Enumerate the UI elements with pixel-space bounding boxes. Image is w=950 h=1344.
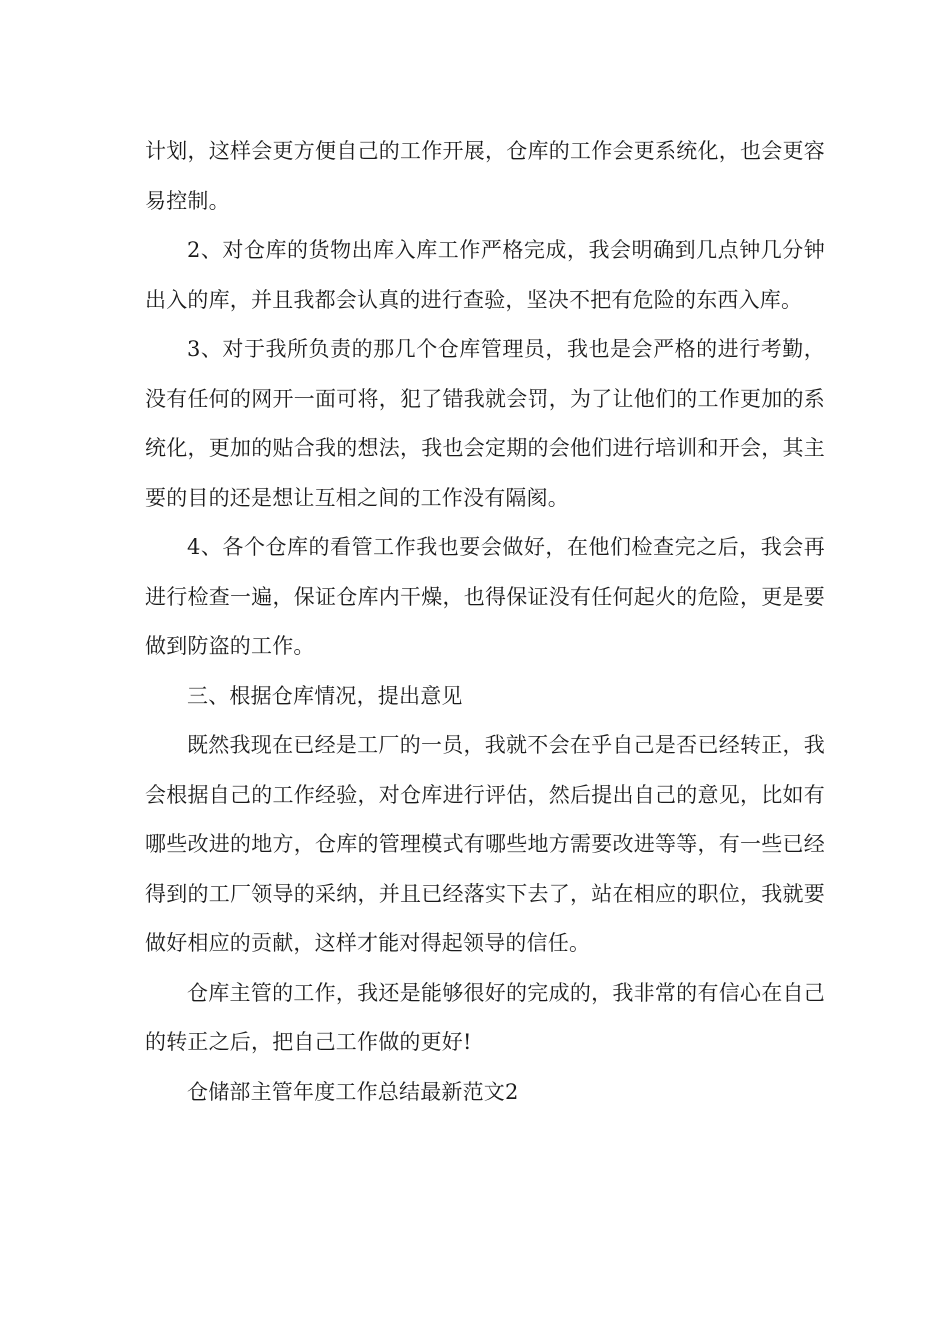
paragraph-item-3: 3、对于我所负责的那几个仓库管理员，我也是会严格的进行考勤，没有任何的网开一面可将，犯了错我就会罚，为了让他们的工作更加的系统化，更加的贴合我的想法，我也会定期的会他们进行培训和开会，其主要的目的还是想让互相之间的工作没有隔阂。 xyxy=(145,337,825,510)
section-heading: 三、根据仓库情况，提出意见 xyxy=(187,683,463,708)
paragraph-conclusion: 仓库主管的工作，我还是能够很好的完成的，我非常的有信心在自己的转正之后，把自己工作做的更好! xyxy=(145,980,825,1054)
paragraph-item-4: 4、各个仓库的看管工作我也要会做好，在他们检查完之后，我会再进行检查一遍，保证仓库内干燥，也得保证没有任何起火的危险，更是要做到防盗的工作。 xyxy=(145,535,825,658)
paragraph-suggestions: 既然我现在已经是工厂的一员，我就不会在乎自己是否已经转正，我会根据自己的工作经验，对仓库进行评估，然后提出自己的意见，比如有哪些改进的地方，仓库的管理模式有哪些地方需要改进等等，有一些已经得到的工厂领导的采纳，并且已经落实下去了，站在相应的职位，我就要做好相应的贡献，这样才能对得起领导的信任。 xyxy=(145,733,825,955)
paragraph-continuation: 计划，这样会更方便自己的工作开展，仓库的工作会更系统化，也会更容易控制。 xyxy=(145,139,825,213)
next-article-title: 仓储部主管年度工作总结最新范文2 xyxy=(187,1079,519,1104)
document-body xyxy=(145,127,825,1117)
paragraph-item-2: 2、对仓库的货物出库入库工作严格完成，我会明确到几点钟几分钟出入的库，并且我都会认真的进行查验，坚决不把有危险的东西入库。 xyxy=(145,238,825,312)
